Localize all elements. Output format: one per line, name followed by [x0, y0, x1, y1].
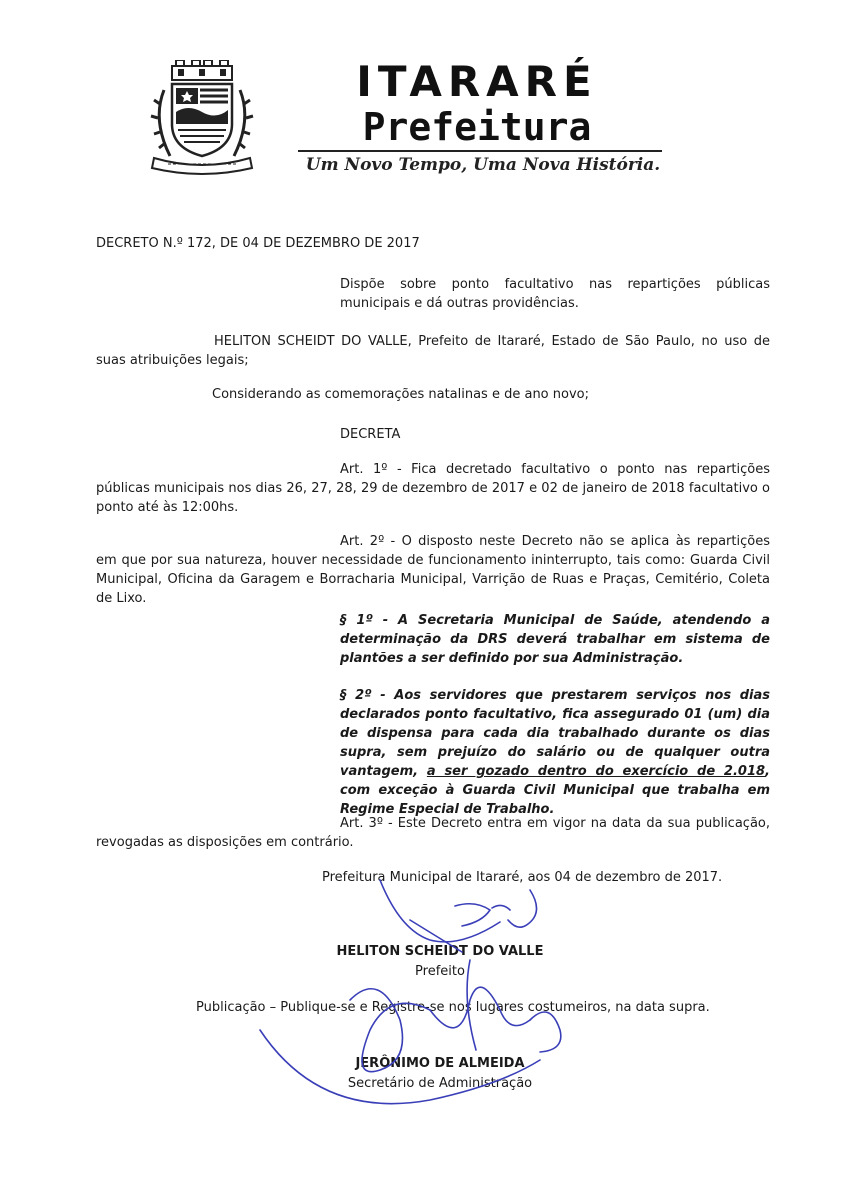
signer-2-name: JERÔNIMO DE ALMEIDA — [355, 1056, 525, 1071]
paragraph-2-underlined: a ser gozado dentro do exercício de 2.018 — [426, 764, 766, 779]
decree-ementa: Dispõe sobre ponto facultativo nas repartições públicas municipais e dá outras providências. — [340, 277, 770, 311]
paragraph-2 — [340, 686, 770, 819]
considering-clause: Considerando as comemorações natalinas e de ano novo; — [212, 387, 589, 402]
brand-subtitle: Prefeitura — [362, 105, 592, 149]
header-divider — [298, 150, 662, 152]
publication-note: Publicação – Publique-se e Registre-se nos lugares costumeiros, na data supra. — [196, 1000, 710, 1015]
place-date: Prefeitura Municipal de Itararé, aos 04 de dezembro de 2017. — [322, 870, 723, 885]
article-2: Art. 2º - O disposto neste Decreto não se aplica às repartições em que por sua natureza, houver necessidade de funcionamento ininterrupto, tais como: Guarda Civil Municipal, Oficina da Garagem e Borracharia Municipal, Varrição de Ruas e Praças, Cemitério, Coleta de Lixo. — [96, 534, 770, 606]
decree-heading: DECRETO N.º 172, DE 04 DE DEZEMBRO DE 2017 — [96, 236, 420, 251]
paragraph-2-tail: , com exceção à Guarda Civil Municipal que trabalha em Regime Especial de Trabalho. — [340, 764, 770, 817]
paragraph-2-text: § 2º - Aos servidores que prestarem serviços nos dias declarados ponto facultativo, fica assegurado 01 (um) dia de dispensa para cada dia trabalhado durante os dias supra, sem prejuízo do salário ou de qualquer outra vantagem, — [340, 688, 770, 779]
decree-preamble: HELITON SCHEIDT DO VALLE, Prefeito de Itararé, Estado de São Paulo, no uso de suas atribuições legais; — [96, 334, 770, 368]
signer-1-name: HELITON SCHEIDT DO VALLE — [336, 944, 544, 959]
decreta-label: DECRETA — [340, 427, 401, 442]
brand-title: ITARARÉ — [356, 57, 598, 106]
brand-slogan: Um Novo Tempo, Uma Nova História. — [305, 155, 661, 175]
city-crest-logo — [148, 60, 256, 178]
signer-2-role: Secretário de Administração — [347, 1076, 533, 1091]
article-3: Art. 3º - Este Decreto entra em vigor na data da sua publicação, revogadas as disposições em contrário. — [96, 816, 770, 850]
article-1: Art. 1º - Fica decretado facultativo o ponto nas repartições públicas municipais nos dias 26, 27, 28, 29 de dezembro de 2017 e 02 de janeiro de 2018 facultativo o ponto até às 12:00hs. — [96, 462, 770, 515]
paragraph-1: § 1º - A Secretaria Municipal de Saúde, atendendo a determinação da DRS deverá trabalhar em sistema de plantões a ser definido por sua Administração. — [340, 613, 770, 666]
signer-1-role: Prefeito — [415, 964, 465, 979]
